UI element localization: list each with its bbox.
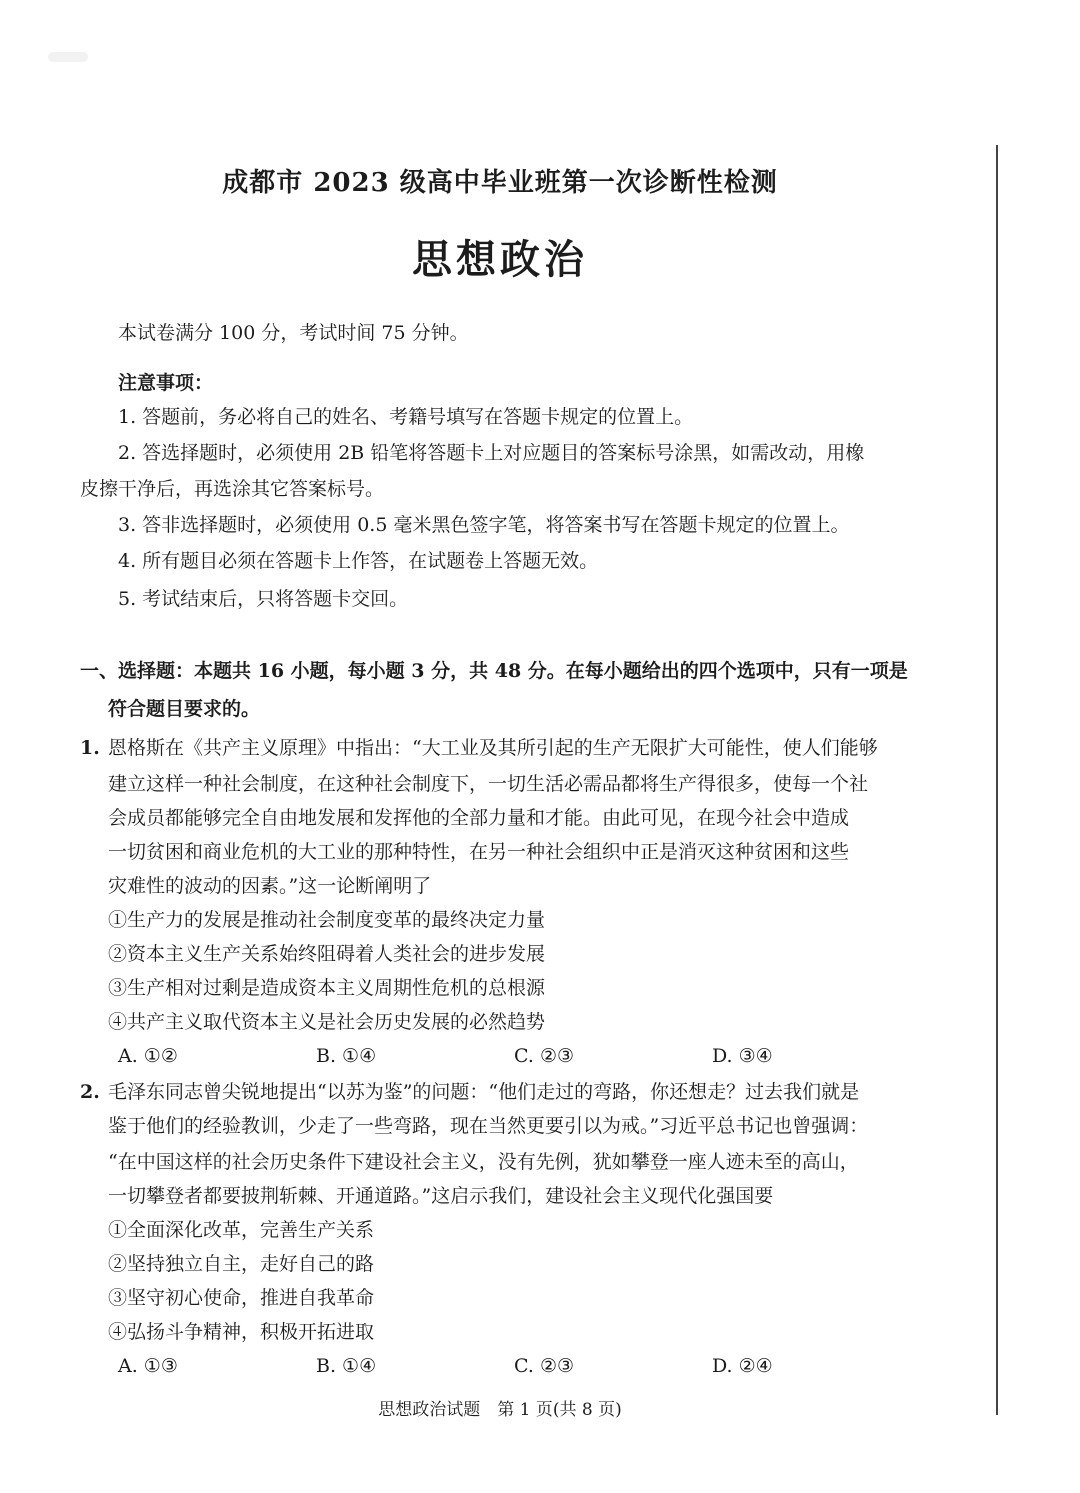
question-stem-line: 灾难性的波动的因素。”这一论断阐明了 [108, 875, 432, 897]
notice-item: 2. 答选择题时，必须使用 2B 铅笔将答题卡上对应题目的答案标号涂黑，如需改动，用橡 [118, 442, 865, 464]
option-d: D. ③④ [712, 1045, 773, 1067]
option-b: B. ①④ [316, 1355, 377, 1377]
question-stem-line: 会成员都能够完全自由地发展和发挥他的全部力量和才能。由此可见，在现今社会中造成 [108, 807, 850, 829]
question-number: 2. [80, 1081, 100, 1103]
notice-item: 5. 考试结束后，只将答题卡交回。 [118, 588, 409, 610]
option-a: A. ①② [118, 1045, 178, 1067]
option-d: D. ②④ [712, 1355, 773, 1377]
question-stem-line: 一切攀登者都要披荆斩棘、开通道路。”这启示我们，建设社会主义现代化强国要 [108, 1185, 774, 1207]
statement: ①生产力的发展是推动社会制度变革的最终决定力量 [108, 909, 546, 931]
statement: ④弘扬斗争精神，积极开拓进取 [108, 1321, 375, 1343]
option-a: A. ①③ [118, 1355, 178, 1377]
question-stem-line: “在中国这样的社会历史条件下建设社会主义，没有先例，犹如攀登一座人迹未至的高山， [108, 1151, 859, 1173]
subject-title: 思想政治 [412, 236, 588, 283]
exam-title: 成都市 2023 级高中毕业班第一次诊断性检测 [222, 168, 778, 198]
page-footer: 思想政治试题 第 1 页(共 8 页) [378, 1400, 622, 1420]
question-stem-line: 鉴于他们的经验教训，少走了一些弯路，现在当然更要引以为戒。”习近平总书记也曾强调： [108, 1115, 869, 1137]
option-c: C. ②③ [514, 1045, 575, 1067]
binding-margin-line [996, 145, 998, 1415]
statement: ③生产相对过剩是造成资本主义周期性危机的总根源 [108, 977, 546, 999]
notice-item-continued: 皮擦干净后，再选涂其它答案标号。 [80, 478, 385, 500]
option-c: C. ②③ [514, 1355, 575, 1377]
question-stem-line: 建立这样一种社会制度，在这种社会制度下，一切生活必需品都将生产得很多，使每一个社 [108, 773, 869, 795]
question-stem-line: 恩格斯在《共产主义原理》中指出：“大工业及其所引起的生产无限扩大可能性，使人们能够 [108, 737, 878, 759]
statement: ①全面深化改革，完善生产关系 [108, 1219, 375, 1241]
statement: ③坚守初心使命，推进自我革命 [108, 1287, 375, 1309]
section-heading: 一、选择题：本题共 16 小题，每小题 3 分，共 48 分。在每小题给出的四个选项中，只有一项是 [80, 660, 908, 682]
statement: ④共产主义取代资本主义是社会历史发展的必然趋势 [108, 1011, 546, 1033]
notice-title: 注意事项： [118, 372, 214, 394]
question-stem-line: 一切贫困和商业危机的大工业的那种特性，在另一种社会组织中正是消灭这种贫困和这些 [108, 841, 850, 863]
intro-text: 本试卷满分 100 分，考试时间 75 分钟。 [118, 322, 469, 344]
notice-item: 1. 答题前，务必将自己的姓名、考籍号填写在答题卡规定的位置上。 [118, 406, 694, 428]
question-number: 1. [80, 737, 100, 759]
notice-item: 4. 所有题目必须在答题卡上作答，在试题卷上答题无效。 [118, 550, 599, 572]
section-heading-continued: 符合题目要求的。 [108, 698, 261, 720]
scan-smudge [48, 52, 88, 62]
option-b: B. ①④ [316, 1045, 377, 1067]
statement: ②资本主义生产关系始终阻碍着人类社会的进步发展 [108, 943, 546, 965]
notice-item: 3. 答非选择题时，必须使用 0.5 毫米黑色签字笔，将答案书写在答题卡规定的位置上。 [118, 514, 850, 536]
question-stem-line: 毛泽东同志曾尖锐地提出“以苏为鉴”的问题：“他们走过的弯路，你还想走？过去我们就是 [108, 1081, 860, 1103]
statement: ②坚持独立自主，走好自己的路 [108, 1253, 375, 1275]
